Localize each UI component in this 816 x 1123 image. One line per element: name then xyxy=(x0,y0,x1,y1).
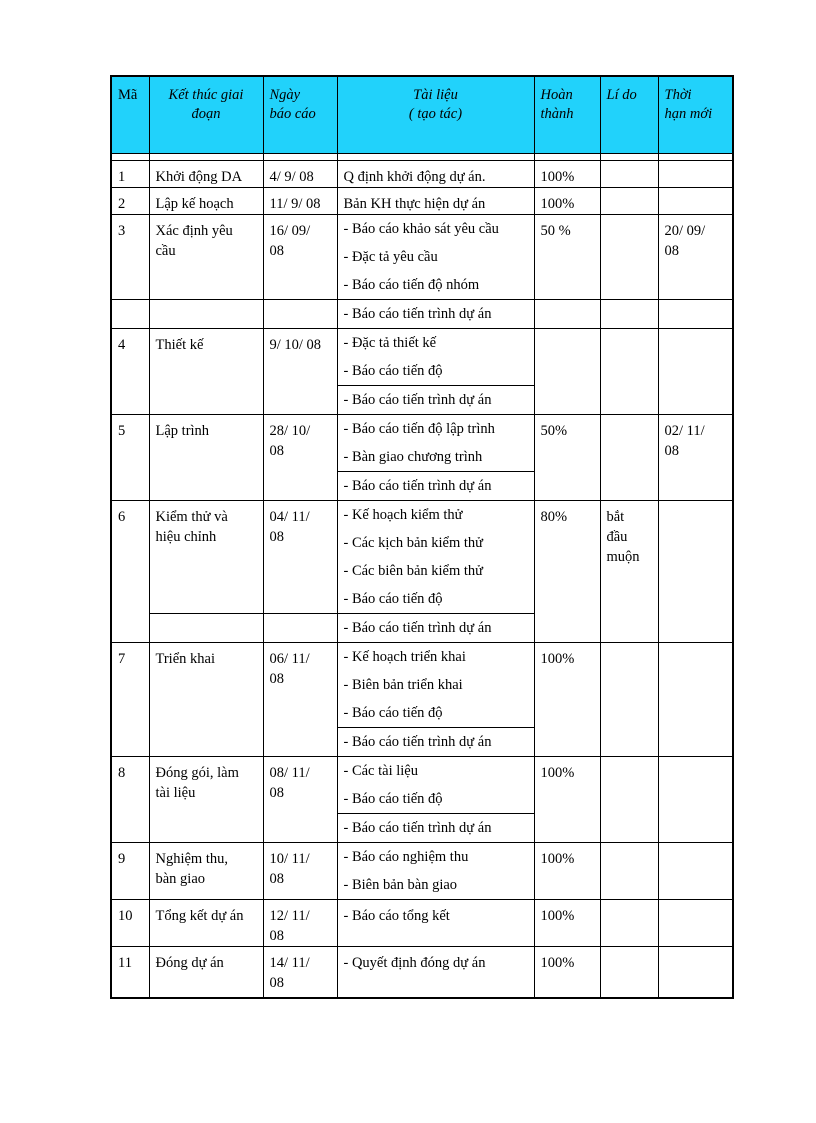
header-stage: Kết thúc giai đoạn xyxy=(149,76,263,153)
row-id: 2 xyxy=(111,187,149,214)
row-id: 9 xyxy=(111,842,149,899)
stage-name: Lập trình xyxy=(149,414,263,500)
completion: 50 % xyxy=(534,214,600,299)
completion: 100% xyxy=(534,946,600,998)
stage-name: Triển khai xyxy=(149,642,263,756)
row-id: 11 xyxy=(111,946,149,998)
report-date: 10/ 11/ 08 xyxy=(263,842,337,899)
document: - Báo cáo tiến độ xyxy=(343,790,443,807)
document: - Quyết định đóng dự án xyxy=(337,946,534,998)
header-new-deadline: Thời hạn mới xyxy=(658,76,733,153)
document: Q định khởi động dự án. xyxy=(337,160,534,187)
table-row xyxy=(111,756,733,813)
row-id: 5 xyxy=(111,414,149,500)
report-date: 08/ 11/ 08 xyxy=(263,756,337,842)
document: - Báo cáo tiến trình dự án xyxy=(343,619,492,636)
stage-name: Nghiệm thu, bàn giao xyxy=(149,842,263,899)
table-row xyxy=(111,946,733,998)
stage-name: Lập kế hoạch xyxy=(149,187,263,214)
completion: 100% xyxy=(534,642,600,756)
document: - Các tài liệu xyxy=(343,762,418,779)
document: - Báo cáo tiến độ xyxy=(343,362,443,379)
document: - Báo cáo tiến độ xyxy=(343,704,443,721)
table-row xyxy=(111,299,733,328)
header-documents: Tài liệu ( tạo tác) xyxy=(337,76,534,153)
document: - Báo cáo tiến độ lập trình xyxy=(343,420,495,437)
document: - Đặc tả thiết kế xyxy=(343,334,437,351)
new-deadline: 20/ 09/ 08 xyxy=(658,214,733,299)
header-row xyxy=(111,76,733,153)
document: - Biên bản bàn giao xyxy=(343,876,458,893)
report-date: 11/ 9/ 08 xyxy=(263,187,337,214)
document: - Biên bản triển khai xyxy=(343,676,463,693)
document: - Báo cáo tiến trình dự án xyxy=(343,477,492,494)
table-row xyxy=(111,214,733,299)
completion: 100% xyxy=(534,160,600,187)
document: Bản KH thực hiện dự án xyxy=(337,187,534,214)
table-row xyxy=(111,899,733,946)
table-row xyxy=(111,500,733,613)
header-report-date: Ngày báo cáo xyxy=(263,76,337,153)
document: - Báo cáo tiến độ nhóm xyxy=(343,276,480,293)
report-date: 06/ 11/ 08 xyxy=(263,642,337,756)
report-date: 04/ 11/ 08 xyxy=(263,500,337,613)
row-id: 1 xyxy=(111,160,149,187)
table-row xyxy=(111,842,733,899)
table-row xyxy=(111,187,733,214)
row-id: 4 xyxy=(111,328,149,414)
document: - Đặc tả yêu cầu xyxy=(343,248,438,265)
row-id: 6 xyxy=(111,500,149,642)
document: - Báo cáo tổng kết xyxy=(337,899,534,946)
completion: 80% xyxy=(534,500,600,642)
document: - Các biên bản kiểm thử xyxy=(343,562,484,579)
document: - Báo cáo khảo sát yêu cầu xyxy=(343,220,499,237)
new-deadline: 02/ 11/ 08 xyxy=(658,414,733,500)
stage-name: Khởi động DA xyxy=(149,160,263,187)
completion: 100% xyxy=(534,899,600,946)
report-date: 12/ 11/ 08 xyxy=(263,899,337,946)
completion: 100% xyxy=(534,187,600,214)
document: - Báo cáo tiến trình dự án xyxy=(343,733,492,750)
reason: bắt đầu muộn xyxy=(600,500,658,642)
stage-name: Kiểm thử và hiệu chỉnh xyxy=(149,500,263,613)
header-completion: Hoàn thành xyxy=(534,76,600,153)
row-id: 8 xyxy=(111,756,149,842)
document: - Báo cáo tiến độ xyxy=(343,590,443,607)
progress-table xyxy=(110,75,734,999)
report-date: 9/ 10/ 08 xyxy=(263,328,337,414)
header-reason: Lí do xyxy=(600,76,658,153)
document: - Kế hoạch kiểm thử xyxy=(343,506,463,523)
row-id: 3 xyxy=(111,214,149,299)
document: - Kế hoạch triển khai xyxy=(343,648,466,665)
document: - Bàn giao chương trình xyxy=(343,448,483,465)
document: - Báo cáo tiến trình dự án xyxy=(343,391,492,408)
row-id: 10 xyxy=(111,899,149,946)
report-date: 14/ 11/ 08 xyxy=(263,946,337,998)
table-row xyxy=(111,642,733,727)
report-date: 4/ 9/ 08 xyxy=(263,160,337,187)
row-id: 7 xyxy=(111,642,149,756)
report-date: 16/ 09/ 08 xyxy=(263,214,337,299)
completion: 100% xyxy=(534,842,600,899)
stage-name: Tổng kết dự án xyxy=(149,899,263,946)
completion: 50% xyxy=(534,414,600,500)
documents xyxy=(337,214,534,299)
stage-name: Đóng gói, làm tài liệu xyxy=(149,756,263,842)
report-date: 28/ 10/ 08 xyxy=(263,414,337,500)
table-row xyxy=(111,328,733,385)
header-ma: Mã xyxy=(111,76,149,153)
table-row xyxy=(111,414,733,471)
document: - Báo cáo tiến trình dự án xyxy=(343,819,492,836)
document: - Báo cáo nghiệm thu xyxy=(343,848,469,865)
document: - Các kịch bản kiểm thử xyxy=(343,534,484,551)
table-row xyxy=(111,160,733,187)
completion: 100% xyxy=(534,756,600,842)
document: - Báo cáo tiến trình dự án xyxy=(343,305,492,322)
stage-name: Thiết kế xyxy=(149,328,263,414)
stage-name: Xác định yêu cầu xyxy=(149,214,263,299)
stage-name: Đóng dự án xyxy=(149,946,263,998)
